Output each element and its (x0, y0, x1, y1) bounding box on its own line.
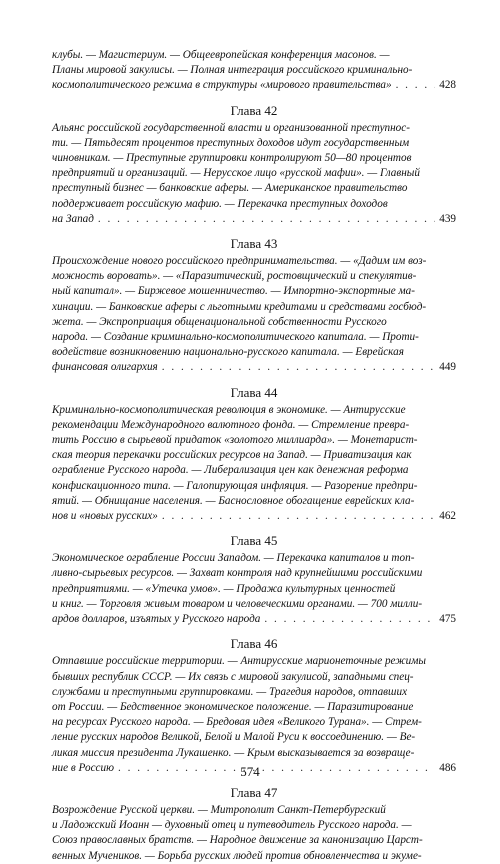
summary-line: ограбление Русского народа. — Либерализация цен как денежная реформа (52, 464, 409, 477)
chapter-summary (52, 803, 456, 864)
summary-line: Возрождение Русской церкви. — Митрополит Санкт-Петербургский (52, 803, 386, 816)
chapter-summary (52, 551, 456, 627)
summary-line: чиновникам. — Преступные группировки контролируют 50—80 процентов (52, 152, 412, 165)
summary-line: ление русских народов Великой, Белой и Малой Руси к воссоединению. — Ве- (52, 731, 416, 744)
leader-dots (162, 509, 435, 524)
summary-line: на Запад (52, 212, 94, 225)
summary-line: тить Россию в сырьевой придаток «золотого миллиарда». — Монетарист- (52, 434, 418, 447)
summary-last-line (52, 509, 456, 524)
summary-line: народа. — Создание криминально-космополитического капитала. — Проти- (52, 331, 419, 344)
toc-content (52, 48, 456, 864)
summary-line: ливно-сырьевых ресурсов. — Захват контроля над крупнейшими российскими (52, 567, 423, 580)
page-reference: 486 (439, 761, 456, 774)
summary-line: хинации. — Банковские аферы с льготными кредитами и средствами госбюд- (52, 300, 427, 313)
summary-line: ятий. — Обнищание населения. — Баснословное обогащение еврейских кла- (52, 494, 415, 507)
summary-line: венных Мучеников. — Борьба русских людей против обновленчества и экуме- (52, 849, 422, 862)
summary-last-line (52, 360, 456, 375)
summary-line: конфискационного типа. — Галопирующая инфляция. — Разорение предпри- (52, 479, 418, 492)
summary-line: жета. — Экспроприация общенациональной собственности Русского (52, 315, 387, 328)
page-reference: 449 (439, 361, 456, 374)
chapter-summary (52, 121, 456, 227)
page-reference: 475 (439, 613, 456, 626)
summary-line: Союз православных братств. — Народное движение за канонизацию Царст- (52, 834, 423, 847)
chapter-summary (52, 403, 456, 525)
leader-dots (98, 212, 435, 227)
page-reference: 428 (439, 79, 456, 92)
summary-last-line (52, 612, 456, 627)
summary-line: и книг. — Торговля живым товаром и человеческими органами. — 700 милли- (52, 597, 423, 610)
summary-line: космополитического режима в структуры «мирового правительства» (52, 79, 392, 92)
page-reference: 439 (439, 212, 456, 225)
chapter-heading: Глава 44 (230, 384, 278, 400)
chapter-summary (52, 654, 456, 776)
summary-line: Криминально-космополитическая революция в экономике. — Антирусские (52, 403, 406, 416)
summary-last-line (52, 212, 456, 227)
page-reference: 462 (439, 510, 456, 523)
summary-line: клубы. — Магистериум. — Общеевропейская конференция масонов. — (52, 49, 390, 61)
summary-line: финансовая олигархия (52, 361, 158, 374)
summary-line: службами и преступными группировками. — Трагедия народов, отпавших (52, 685, 408, 698)
summary-line: можность воровать». — «Паразитический, ростовщический и спекулятив- (52, 270, 417, 283)
summary-line: ская теория перекачки российских ресурсов на Запад. — Приватизация как (52, 449, 412, 462)
page-number: 574 (240, 764, 260, 779)
summary-line: поддерживает российскую мафию. — Перекачка преступных доходов (52, 197, 388, 210)
chapter-summary (52, 254, 456, 376)
leader-dots (264, 612, 435, 627)
leader-dots (162, 360, 435, 375)
leader-dots (396, 78, 436, 93)
summary-last-line (52, 78, 456, 93)
summary-line: на ресурсах Русского народа. — Бредовая идея «Великого Турана». — Стрем- (52, 716, 422, 729)
summary-line: Отпавшие российские территории. — Антирусские марионеточные режимы (52, 655, 426, 668)
summary-line: водействие возникновению национально-русского капитала. — Еврейская (52, 346, 404, 359)
summary-line: предприятиями. — «Утечка умов». — Продажа культурных ценностей (52, 582, 396, 595)
summary-line: ние в Россию (52, 761, 114, 774)
summary-line: преступный бизнес — банковские аферы. — Американское правительство (52, 182, 408, 195)
summary-line: Экономическое ограбление России Западом. — Перекачка капиталов и топ- (52, 552, 415, 565)
summary-line: и Ладожский Иоанн — духовный отец и путеводитель Русского народа. — (52, 819, 412, 832)
summary-line: ликая миссия президента Лукашенко. — Крым высказывается за возвраще- (52, 746, 415, 759)
summary-line: Происхождение нового российского предпринимательства. — «Дадим им воз- (52, 255, 427, 268)
chapter-heading: Глава 45 (230, 533, 278, 549)
summary-line: Альянс российской государственной власти и организованной преступнос- (52, 121, 410, 134)
summary-line: предприятий и организаций. — Нерусское лицо «русской мафии». — Главный (52, 167, 420, 180)
chapter-heading: Глава 42 (230, 102, 278, 118)
chapter-heading: Глава 47 (230, 784, 278, 800)
summary-line: рекомендации Международного валютного фонда. — Стремление превра- (52, 418, 410, 431)
chapter-summary (52, 48, 456, 94)
summary-line: от России. — Бедственное экономическое положение. — Паразитирование (52, 700, 414, 713)
chapter-heading: Глава 46 (230, 636, 278, 652)
summary-line: ти. — Пятьдесят процентов преступных доходов идут государственным (52, 136, 410, 149)
summary-line: нов и «новых русских» (52, 510, 158, 523)
summary-line: ардов долларов, изъятых у Русского народа (52, 613, 261, 626)
summary-line: бывших республик СССР. — Их связь с мировой закулисой, западными спец- (52, 670, 414, 683)
chapter-heading: Глава 43 (230, 236, 278, 252)
summary-line: Планы мировой закулисы. — Полная интеграция российского криминально- (52, 64, 413, 77)
summary-line: ный капитал». — Биржевое мошенничество. — Импортно-экспортные ма- (52, 285, 415, 298)
